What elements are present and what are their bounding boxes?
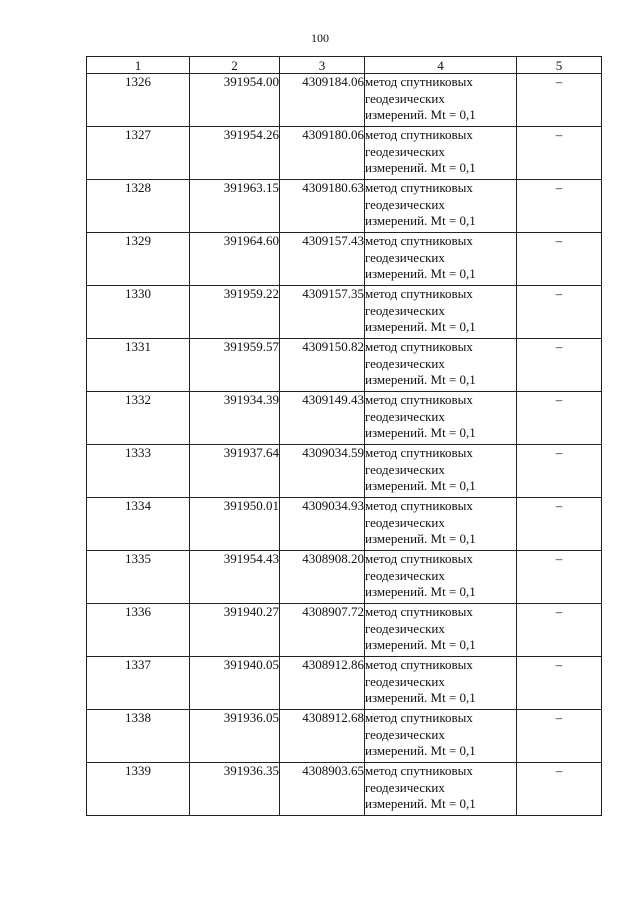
method-line-2: геодезических [365,514,445,530]
method-line-2: геодезических [365,90,445,106]
coordinate-x: 391959.22 [190,286,280,339]
method-line-1: метод спутниковых [365,445,473,460]
table-header-row [87,57,602,74]
coordinate-y: 4309149.43 [280,392,365,445]
method-line-3: измерений. Mt = 0,1 [365,743,476,758]
coordinate-y: 4309157.43 [280,233,365,286]
coordinate-y: 4309157.35 [280,286,365,339]
point-number: 1330 [87,286,190,339]
method-line-3: измерений. Mt = 0,1 [365,637,476,652]
column-header-4: 4 [365,57,517,74]
method-line-3: измерений. Mt = 0,1 [365,478,476,493]
coordinates-table [86,56,602,816]
coordinate-y: 4309150.82 [280,339,365,392]
method-line-1: метод спутниковых [365,551,473,566]
point-number: 1337 [87,657,190,710]
method-line-1: метод спутниковых [365,710,473,725]
coordinate-x: 391936.35 [190,763,280,816]
method-line-1: метод спутниковых [365,498,473,513]
coordinate-y: 4309184.06 [280,74,365,127]
coordinate-y: 4309180.63 [280,180,365,233]
table-row [87,445,602,498]
point-number: 1331 [87,339,190,392]
table-row [87,551,602,604]
coordinate-y: 4308908.20 [280,551,365,604]
method-line-1: метод спутниковых [365,233,473,248]
note-cell: – [517,286,602,339]
method-line-3: измерений. Mt = 0,1 [365,266,476,281]
coordinate-x: 391954.00 [190,74,280,127]
method-line-2: геодезических [365,673,445,689]
coordinate-y: 4308907.72 [280,604,365,657]
table-row [87,127,602,180]
column-header-2: 2 [190,57,280,74]
coordinate-x: 391940.27 [190,604,280,657]
method-line-1: метод спутниковых [365,180,473,195]
point-number: 1336 [87,604,190,657]
method-line-2: геодезических [365,726,445,742]
method-line-2: геодезических [365,249,445,265]
table-body [87,74,602,816]
method-line-2: геодезических [365,302,445,318]
method-line-1: метод спутниковых [365,74,473,89]
note-cell: – [517,180,602,233]
method-cell [365,710,517,763]
method-cell [365,339,517,392]
table-row [87,498,602,551]
method-line-1: метод спутниковых [365,392,473,407]
method-line-3: измерений. Mt = 0,1 [365,796,476,811]
table-row [87,339,602,392]
method-line-2: геодезических [365,620,445,636]
coordinate-x: 391937.64 [190,445,280,498]
column-header-5: 5 [517,57,602,74]
method-line-3: измерений. Mt = 0,1 [365,160,476,175]
method-line-3: измерений. Mt = 0,1 [365,531,476,546]
method-line-1: метод спутниковых [365,286,473,301]
method-line-3: измерений. Mt = 0,1 [365,319,476,334]
note-cell: – [517,339,602,392]
note-cell: – [517,498,602,551]
method-cell [365,551,517,604]
column-header-3: 3 [280,57,365,74]
coordinate-x: 391959.57 [190,339,280,392]
point-number: 1338 [87,710,190,763]
note-cell: – [517,657,602,710]
method-line-3: измерений. Mt = 0,1 [365,107,476,122]
table-row [87,180,602,233]
coordinate-x: 391963.15 [190,180,280,233]
point-number: 1333 [87,445,190,498]
method-line-2: геодезических [365,779,445,795]
coordinate-y: 4309034.59 [280,445,365,498]
coordinate-x: 391954.43 [190,551,280,604]
method-line-1: метод спутниковых [365,657,473,672]
note-cell: – [517,445,602,498]
column-header-1: 1 [87,57,190,74]
coordinate-x: 391964.60 [190,233,280,286]
table-row [87,74,602,127]
method-line-2: геодезических [365,461,445,477]
point-number: 1332 [87,392,190,445]
method-cell [365,180,517,233]
note-cell: – [517,604,602,657]
point-number: 1335 [87,551,190,604]
table-row [87,286,602,339]
method-cell [365,445,517,498]
method-cell [365,392,517,445]
method-cell [365,74,517,127]
method-line-2: геодезических [365,143,445,159]
coordinate-x: 391954.26 [190,127,280,180]
method-line-2: геодезических [365,408,445,424]
method-cell [365,763,517,816]
coordinate-y: 4309180.06 [280,127,365,180]
method-cell [365,127,517,180]
method-line-3: измерений. Mt = 0,1 [365,584,476,599]
note-cell: – [517,551,602,604]
note-cell: – [517,233,602,286]
method-line-1: метод спутниковых [365,604,473,619]
point-number: 1329 [87,233,190,286]
method-cell [365,233,517,286]
note-cell: – [517,763,602,816]
method-line-3: измерений. Mt = 0,1 [365,372,476,387]
note-cell: – [517,127,602,180]
point-number: 1334 [87,498,190,551]
coordinate-x: 391934.39 [190,392,280,445]
method-line-1: метод спутниковых [365,339,473,354]
table-row [87,710,602,763]
method-cell [365,498,517,551]
note-cell: – [517,74,602,127]
table-row [87,657,602,710]
coordinate-y: 4308903.65 [280,763,365,816]
point-number: 1327 [87,127,190,180]
method-line-3: измерений. Mt = 0,1 [365,690,476,705]
method-line-2: геодезических [365,355,445,371]
note-cell: – [517,710,602,763]
table-row [87,604,602,657]
table-row [87,392,602,445]
page-number: 100 [311,31,329,45]
method-line-2: геодезических [365,196,445,212]
point-number: 1339 [87,763,190,816]
coordinate-y: 4309034.93 [280,498,365,551]
point-number: 1326 [87,74,190,127]
coordinate-x: 391950.01 [190,498,280,551]
method-line-1: метод спутниковых [365,763,473,778]
method-cell [365,286,517,339]
table-row [87,763,602,816]
coordinate-x: 391940.05 [190,657,280,710]
coordinate-y: 4308912.68 [280,710,365,763]
method-line-1: метод спутниковых [365,127,473,142]
method-line-2: геодезических [365,567,445,583]
point-number: 1328 [87,180,190,233]
coordinate-y: 4308912.86 [280,657,365,710]
method-line-3: измерений. Mt = 0,1 [365,425,476,440]
table-row [87,233,602,286]
method-cell [365,604,517,657]
note-cell: – [517,392,602,445]
method-line-3: измерений. Mt = 0,1 [365,213,476,228]
method-cell [365,657,517,710]
coordinate-x: 391936.05 [190,710,280,763]
